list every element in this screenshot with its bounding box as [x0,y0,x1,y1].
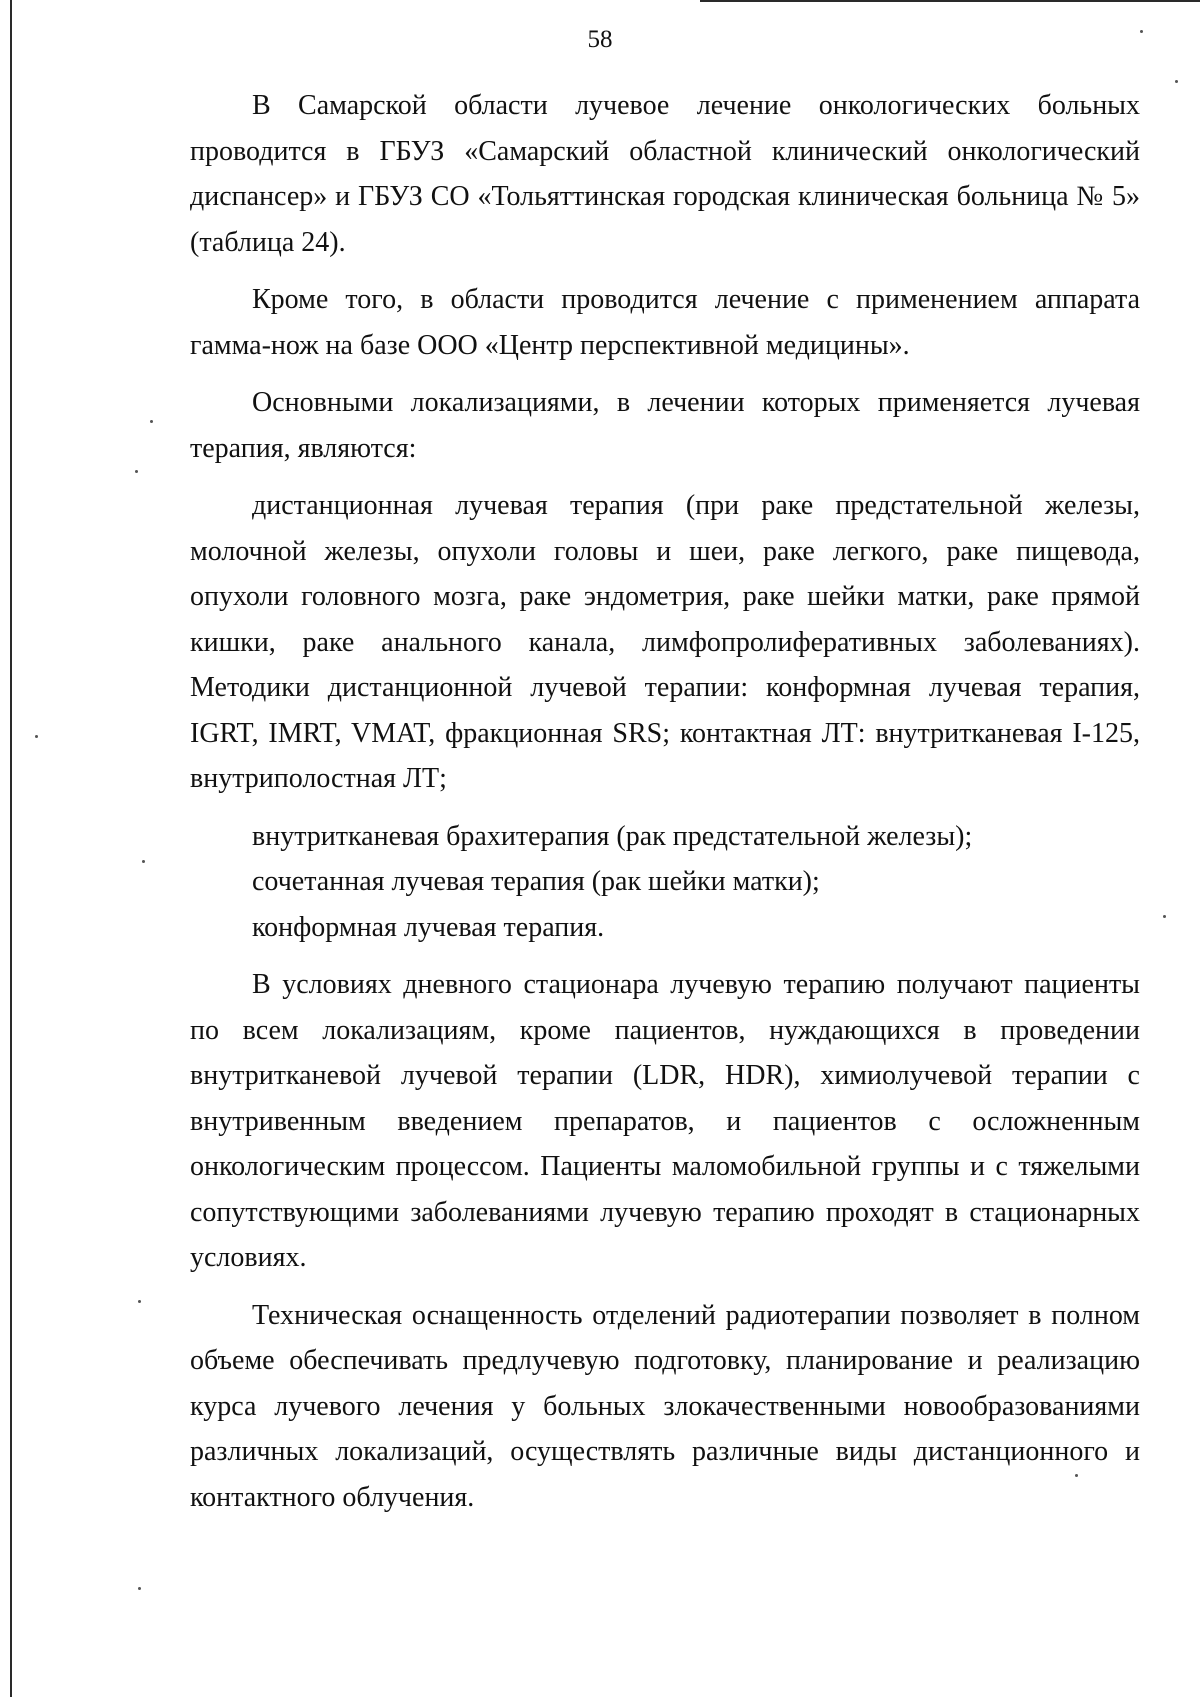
scan-speck [138,1587,141,1590]
scan-speck [35,735,38,738]
scan-speck [142,860,145,863]
document-body [190,83,1140,1532]
paragraph-external-beam-therapy: дистанционная лучевая терапия (при раке предстательной железы, молочной железы, опухоли головы и шеи, раке легкого, раке пищевода, опухоли головного мозга, раке эндометрия, раке шейки матки, раке прямой кишки, раке анального канала, лимфопролиферативных заболеваниях). Методики дистанционной лучевой терапии: конформная лучевая терапия, IGRT, IMRT, VMAT, фракционная SRS; контактная ЛТ: внутритканевая I-125, внутриполостная ЛТ; [190,490,1140,794]
paragraph-main-localizations: Основными локализациями, в лечении которых применяется лучевая терапия, являются: [190,387,1140,464]
paragraph-day-hospital: В условиях дневного стационара лучевую терапию получают пациенты по всем локализациям, кроме пациентов, нуждающихся в проведении внутритканевой лучевой терапии (LDR, HDR), химиолучевой терапии с внутривенным введением препаратов, и пациентов с осложненным онкологическим процессом. Пациенты маломобильной группы и с тяжелыми сопутствующими заболеваниями лучевую терапию проходят в стационарных условиях. [190,969,1140,1273]
scan-speck [1175,80,1178,83]
list-item-brachytherapy: внутритканевая брахитерапия (рак предстательной железы); [252,820,973,852]
scan-speck [1163,915,1166,918]
scan-speck [1075,1474,1078,1477]
scan-speck [138,1300,141,1303]
scan-speck [1140,30,1143,33]
paragraph-gamma-knife: Кроме того, в области проводится лечение с применением аппарата гамма-нож на базе ООО «Центр перспективной медицины». [190,284,1140,361]
paragraph-technical-equipment: Техническая оснащенность отделений радиотерапии позволяет в полном объеме обеспечивать предлучевую подготовку, планирование и реализацию курса лучевого лечения у больных злокачественными новообразованиями различных локализаций, осуществлять различные виды дистанционного и контактного облучения. [190,1299,1140,1513]
scan-speck [135,470,138,473]
paragraph-treatment-facilities: В Самарской области лучевое лечение онкологических больных проводится в ГБУЗ «Самарский областной клинический онкологический диспансер» и ГБУЗ СО «Тольяттинская городская клиническая больница № 5» (таблица 24). [190,90,1140,258]
page-border-top [700,0,1200,2]
list-item-combined-therapy: сочетанная лучевая терапия (рак шейки матки); [252,866,820,897]
scan-speck [150,420,153,423]
list-item-conformal-therapy: конформная лучевая терапия. [252,911,605,943]
page-number: 58 [587,26,613,53]
page-border-left [10,0,12,1697]
